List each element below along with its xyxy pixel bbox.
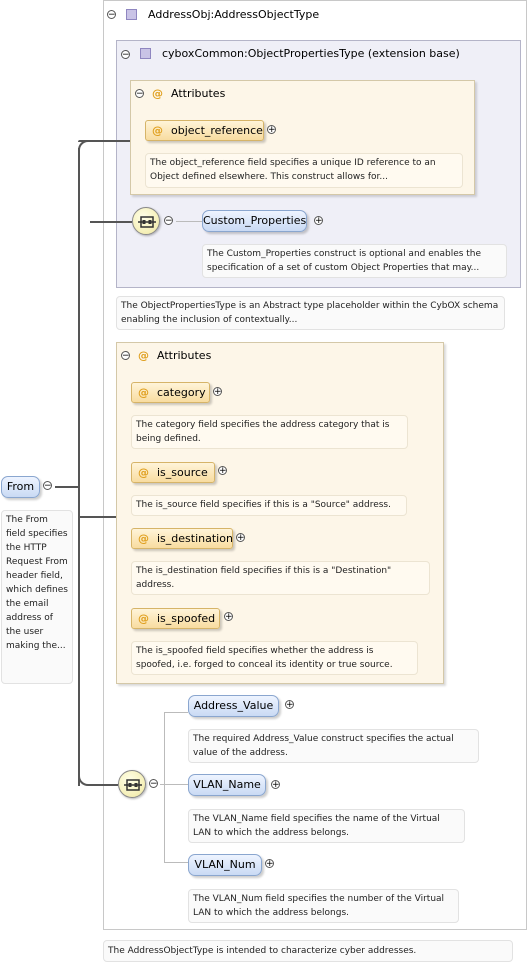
connector-line [176, 221, 202, 222]
element-address-value[interactable]: Address_Value [188, 695, 279, 717]
connector-line [78, 148, 80, 786]
base-type-collapse-icon[interactable]: − [122, 50, 130, 60]
attribute-is-source[interactable] [131, 462, 215, 483]
attribute-name: is_spoofed [157, 612, 216, 625]
sequence-compositor-icon[interactable] [118, 770, 146, 798]
at-icon: @ [138, 612, 149, 625]
element-custom-properties[interactable]: Custom_Properties [202, 210, 307, 232]
connector-line [55, 486, 80, 488]
base-type-title: cyboxCommon:ObjectPropertiesType (extension base) [162, 47, 460, 60]
expand-icon[interactable]: + [266, 859, 274, 869]
attribute-doc: The is_spoofed field specifies whether the address is spoofed, i.e. forged to conceal its identity or true source. [131, 641, 418, 675]
element-doc: The VLAN_Name field specifies the name of the Virtual LAN to which the address belongs. [188, 809, 465, 843]
from-collapse-icon[interactable]: − [44, 481, 52, 491]
at-icon: @ [138, 386, 149, 399]
at-icon: @ [138, 349, 149, 362]
attribute-is-spoofed[interactable] [131, 608, 220, 629]
element-from[interactable]: From [1, 476, 40, 498]
sequence-bracket-line [164, 712, 165, 862]
base-attributes-collapse-icon[interactable]: − [136, 89, 144, 99]
attributes-title: Attributes [157, 349, 212, 362]
expand-icon[interactable]: + [272, 780, 280, 790]
element-doc: The required Address_Value construct specifies the actual value of the address. [188, 729, 479, 763]
attribute-category[interactable] [131, 382, 210, 403]
expand-icon[interactable]: + [219, 466, 227, 476]
base-attributes-title: Attributes [171, 87, 226, 100]
address-type-title: AddressObj:AddressObjectType [148, 8, 320, 21]
at-icon: @ [152, 87, 163, 100]
expand-icon[interactable]: + [268, 125, 276, 135]
attribute-doc: The category field specifies the address category that is being defined. [131, 415, 408, 449]
expand-icon[interactable]: + [315, 216, 323, 226]
attribute-doc: The is_source field specifies if this is a "Source" address. [131, 495, 407, 516]
attribute-doc: The is_destination field specifies if this is a "Destination" address. [131, 561, 430, 595]
type-square-icon [126, 9, 137, 20]
connector-line [90, 221, 132, 223]
attribute-name: object_reference [171, 124, 263, 137]
sequence-bracket-line [164, 712, 188, 713]
at-icon: @ [152, 124, 163, 137]
attribute-name: is_destination [157, 532, 233, 545]
attributes-collapse-icon[interactable]: − [122, 351, 130, 361]
expand-icon[interactable]: + [237, 533, 245, 543]
expand-icon[interactable]: + [214, 387, 222, 397]
connector-line [90, 784, 118, 786]
sequence-bracket-line [160, 784, 188, 785]
sequence-collapse-icon[interactable]: − [165, 216, 173, 226]
attribute-name: is_source [157, 466, 208, 479]
expand-icon[interactable]: + [286, 700, 294, 710]
custom-properties-doc: The Custom_Properties construct is optional and enables the specification of a set of custom Object Properties that may... [202, 244, 507, 278]
element-vlan-num[interactable]: VLAN_Num [188, 854, 262, 876]
sequence-collapse-icon[interactable]: − [150, 779, 158, 789]
expand-icon[interactable]: + [225, 612, 233, 622]
element-doc: The VLAN_Num field specifies the number of the Virtual LAN to which the address belongs. [188, 889, 459, 923]
sequence-bracket-line [164, 862, 188, 863]
element-vlan-name[interactable]: VLAN_Name [188, 774, 266, 796]
attribute-is-destination[interactable] [131, 528, 233, 549]
attribute-object-reference[interactable] [145, 120, 264, 141]
connector-line [80, 516, 116, 518]
at-icon: @ [138, 466, 149, 479]
attribute-name: category [157, 386, 206, 399]
address-type-collapse-icon[interactable]: − [108, 10, 116, 20]
address-type-doc: The AddressObjectType is intended to characterize cyber addresses. [103, 940, 513, 962]
from-doc: The From field specifies the HTTP Request From header field, which defines the email address of the user making the... [1, 510, 73, 684]
type-square-icon [140, 48, 151, 59]
sequence-compositor-icon[interactable] [132, 207, 160, 235]
base-type-doc: The ObjectPropertiesType is an Abstract type placeholder within the CybOX schema enabling the inclusion of contextually... [116, 296, 505, 330]
attribute-doc: The object_reference field specifies a unique ID reference to an Object defined elsewhere. This construct allows for... [145, 153, 463, 188]
at-icon: @ [138, 532, 149, 545]
